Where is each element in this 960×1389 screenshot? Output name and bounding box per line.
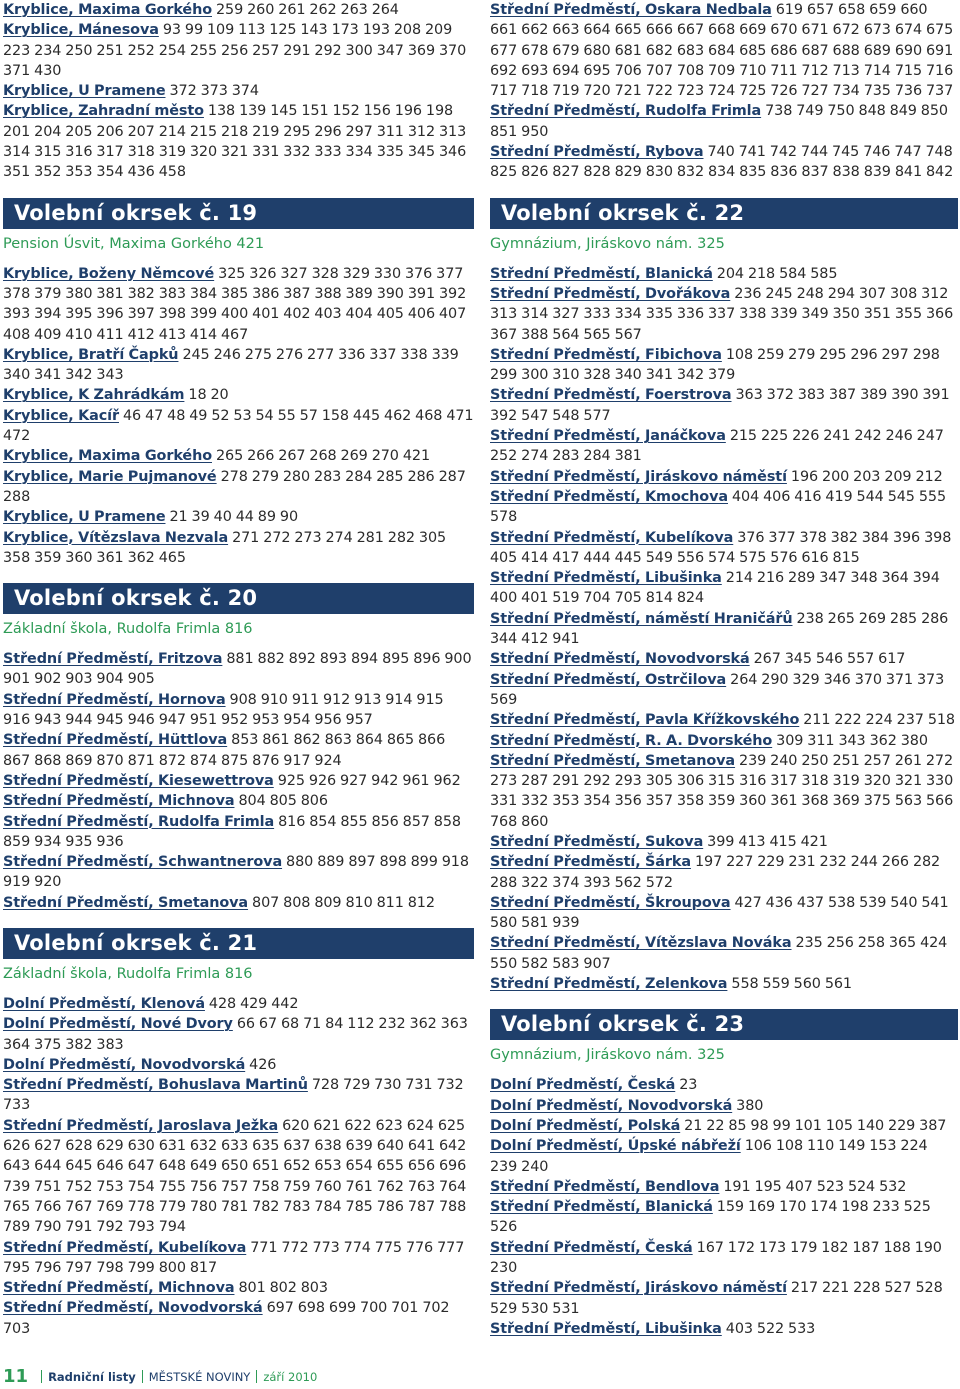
street-entry <box>3 385 474 405</box>
street-link[interactable]: Střední Předměstí, Rybova <box>490 144 704 161</box>
street-link[interactable]: Střední Předměstí, Jaroslava Ježka <box>3 1117 279 1134</box>
house-numbers: 215 225 226 241 242 246 247 252 274 283 284 381 <box>490 428 944 465</box>
house-numbers: 363 372 383 387 389 390 391 392 547 548 577 <box>490 387 950 424</box>
street-link[interactable]: Střední Předměstí, Smetanova <box>490 752 736 769</box>
street-entry <box>3 812 474 853</box>
street-link[interactable]: Střední Předměstí, Michnova <box>3 1280 235 1297</box>
house-numbers: 21 39 40 44 89 90 <box>169 509 299 526</box>
street-link[interactable]: Dolní Předměstí, Novodvorská <box>490 1097 733 1114</box>
house-numbers: 325 326 327 328 329 330 376 377 378 379 380 381 382 383 384 385 386 387 388 389 390 391 392 393 394 395 396 397 398 399 400 401 402 403 404 405 406 407 408 409 410 411 412 413 414 467 <box>3 265 467 343</box>
street-link[interactable]: Dolní Předměstí, Úpské nábřeží <box>490 1138 741 1155</box>
street-entry <box>3 467 474 508</box>
house-numbers: 23 <box>679 1077 698 1094</box>
district-section <box>3 928 474 1339</box>
street-link[interactable]: Střední Předměstí, Vítězslava Nováka <box>490 935 792 952</box>
house-numbers: 159 169 170 174 198 233 525 526 <box>490 1199 931 1236</box>
footer-divider <box>256 1370 257 1383</box>
house-numbers: 807 808 809 810 811 812 <box>252 894 435 911</box>
street-link[interactable]: Dolní Předměstí, Novodvorská <box>3 1056 246 1073</box>
street-link[interactable]: Střední Předměstí, Ostrčilova <box>490 671 727 688</box>
street-entry <box>490 0 958 101</box>
street-link[interactable]: Dolní Předměstí, Nové Dvory <box>3 1016 233 1033</box>
left-column <box>3 0 474 1339</box>
street-entry <box>3 406 474 447</box>
page-number: 11 <box>3 1366 29 1387</box>
house-numbers: 264 290 329 346 370 371 373 569 <box>490 671 945 708</box>
district-heading: Volební okrsek č. 23 <box>490 1009 958 1040</box>
house-numbers: 908 910 911 912 913 914 915 916 943 944 945 946 947 951 952 953 954 956 957 <box>3 691 444 729</box>
footer-section: Radniční listy <box>48 1369 136 1384</box>
street-link[interactable]: Kryblice, U Pramene <box>3 509 166 526</box>
street-link[interactable]: Kryblice, Bratří Čapků <box>3 346 179 363</box>
street-link[interactable]: Střední Předměstí, Kubelíkova <box>490 529 734 546</box>
street-entry <box>490 1136 958 1177</box>
street-entry <box>490 1319 958 1339</box>
house-numbers: 93 99 109 113 125 143 173 193 208 209 223 234 250 251 252 254 255 256 257 291 292 300 347 369 370 371 430 <box>3 22 467 79</box>
house-numbers: 278 279 280 283 284 285 286 287 288 <box>3 468 466 505</box>
house-numbers: 558 559 560 561 <box>731 976 852 993</box>
house-numbers: 238 265 269 285 286 344 412 941 <box>490 610 949 648</box>
footer-date: září 2010 <box>263 1369 318 1384</box>
house-numbers: 380 <box>736 1097 764 1114</box>
street-link[interactable]: Střední Předměstí, Schwantnerova <box>3 854 283 871</box>
street-link[interactable]: Střední Předměstí, Bendlova <box>490 1178 720 1195</box>
street-link[interactable]: Střední Předměstí, Bohuslava Martinů <box>3 1077 308 1094</box>
street-entry <box>3 771 474 791</box>
house-numbers: 239 240 250 251 257 261 272 273 287 291 292 293 305 306 315 316 317 318 319 320 321 330 331 332 353 354 356 357 358 359 360 361 368 369 375 563 566 768 860 <box>490 752 954 830</box>
district-heading: Volební okrsek č. 19 <box>3 198 474 229</box>
street-entry <box>3 1014 474 1055</box>
street-link[interactable]: Střední Předměstí, Rudolfa Frimla <box>490 103 762 120</box>
street-entry <box>3 264 474 345</box>
street-entry <box>490 933 958 974</box>
street-link[interactable]: Střední Předměstí, Fibichova <box>490 346 722 363</box>
house-numbers: 697 698 699 700 701 702 703 <box>3 1300 450 1337</box>
street-link[interactable]: Střední Předměstí, Novodvorská <box>490 651 750 668</box>
house-numbers: 18 20 <box>188 387 229 404</box>
house-numbers: 619 657 658 659 660 661 662 663 664 665 666 667 668 669 670 671 672 673 674 675 677 678 679 680 681 682 683 684 685 686 687 688 689 690 691 692 693 694 695 706 707 708 709 710 711 712 713 714 715 716 717 718 719 720 721 722 723 724 725 726 727 734 735 736 737 <box>490 2 954 100</box>
house-numbers: 880 889 897 898 899 918 919 920 <box>3 854 469 891</box>
street-entry <box>3 994 474 1014</box>
street-link[interactable]: Dolní Předměstí, Klenová <box>3 995 205 1012</box>
house-numbers: 245 246 275 276 277 336 337 338 339 340 341 342 343 <box>3 346 459 384</box>
street-link[interactable]: Kryblice, Boženy Němcové <box>3 265 215 282</box>
street-entry <box>3 81 474 101</box>
polling-place: Gymnázium, Jiráskovo nám. 325 <box>490 1047 725 1064</box>
street-entry <box>490 264 958 284</box>
street-entry <box>490 1197 958 1238</box>
street-link[interactable]: Střední Předměstí, Rudolfa Frimla <box>3 813 275 830</box>
house-numbers: 271 272 273 274 281 282 305 358 359 360 361 362 465 <box>3 529 447 566</box>
street-entry <box>490 670 958 711</box>
street-entry <box>490 1116 958 1136</box>
house-numbers: 427 436 437 538 539 540 541 580 581 939 <box>490 894 949 932</box>
street-link[interactable]: Střední Předměstí, R. A. Dvorského <box>490 732 773 749</box>
street-link[interactable]: Střední Předměstí, Novodvorská <box>3 1300 263 1317</box>
house-numbers: 46 47 48 49 52 53 54 55 57 158 445 462 468 471 472 <box>3 407 474 445</box>
polling-place: Pension Úsvit, Maxima Gorkého 421 <box>3 235 265 252</box>
street-entry <box>3 528 474 569</box>
house-numbers: 138 139 145 151 152 156 196 198 201 204 205 206 207 214 215 218 219 295 296 297 311 312 313 314 315 316 317 318 319 320 321 331 332 333 334 335 345 346 351 352 353 354 436 458 <box>3 103 467 181</box>
house-numbers: 204 218 584 585 <box>716 265 838 282</box>
house-numbers: 740 741 742 744 745 746 747 748 825 826 827 828 829 830 832 834 835 836 837 838 839 841 842 <box>490 144 954 181</box>
street-entry <box>490 1096 958 1116</box>
house-numbers: 881 882 892 893 894 895 896 900 901 902 903 904 905 <box>3 651 472 688</box>
street-entry <box>490 751 958 832</box>
street-entry <box>3 1238 474 1279</box>
street-entry <box>3 1075 474 1116</box>
street-entry <box>490 832 958 852</box>
street-link[interactable]: Střední Předměstí, Blanická <box>490 265 713 282</box>
section-gap <box>3 913 474 928</box>
house-numbers: 404 406 416 419 544 545 555 578 <box>490 488 947 526</box>
street-entry <box>3 1278 474 1298</box>
house-numbers: 771 772 773 774 775 776 777 795 796 797 798 799 800 817 <box>3 1239 465 1276</box>
street-entry <box>490 1075 958 1095</box>
street-entry <box>3 730 474 771</box>
street-link[interactable]: Střední Předměstí, Janáčkova <box>490 428 726 445</box>
district-heading: Volební okrsek č. 20 <box>3 583 474 614</box>
street-link[interactable]: Střední Předměstí, Kmochova <box>490 488 728 505</box>
house-numbers: 738 749 750 848 849 850 851 950 <box>490 103 948 140</box>
street-link[interactable]: Kryblice, Kacíř <box>3 407 119 424</box>
street-link[interactable]: Střední Předměstí, Michnova <box>3 793 235 810</box>
street-link[interactable]: Střední Předměstí, Jiráskovo náměstí <box>490 1280 787 1297</box>
house-numbers: 217 221 228 527 528 529 530 531 <box>490 1280 943 1317</box>
street-link[interactable]: Kryblice, Maxima Gorkého <box>3 2 212 18</box>
street-link[interactable]: Střední Předměstí, Dvořákova <box>490 285 731 302</box>
street-link[interactable]: Kryblice, K Zahrádkám <box>3 387 185 404</box>
street-entry <box>3 446 474 466</box>
street-link[interactable]: Střední Předměstí, Hornova <box>3 691 226 708</box>
house-numbers: 309 311 343 362 380 <box>776 732 928 749</box>
house-numbers: 21 22 85 98 99 101 105 140 229 387 <box>684 1117 947 1134</box>
street-link[interactable]: Střední Předměstí, Kiesewettrova <box>3 772 274 789</box>
street-link[interactable]: Kryblice, Zahradní město <box>3 103 204 120</box>
street-entry <box>490 710 958 730</box>
street-link[interactable]: Kryblice, Vítězslava Nezvala <box>3 529 229 546</box>
street-link[interactable]: Střední Předměstí, Fritzova <box>3 651 223 668</box>
street-link[interactable]: Střední Předměstí, Škroupova <box>490 894 731 911</box>
street-entry <box>490 974 958 994</box>
street-entry <box>490 487 958 528</box>
street-link[interactable]: Dolní Předměstí, Česká <box>490 1077 676 1094</box>
page-footer <box>3 1366 317 1387</box>
footer-publication: MĚSTSKÉ NOVINY <box>148 1369 251 1384</box>
house-numbers: 853 861 862 863 864 865 866 867 868 869 870 871 872 874 875 876 917 924 <box>3 732 446 769</box>
street-entry <box>490 1238 958 1279</box>
house-numbers: 925 926 927 942 961 962 <box>277 772 461 789</box>
street-link[interactable]: Střední Předměstí, náměstí Hraničářů <box>490 610 793 627</box>
district-section <box>3 583 474 913</box>
street-link[interactable]: Střední Předměstí, Blanická <box>490 1199 713 1216</box>
district-heading: Volební okrsek č. 22 <box>490 198 958 229</box>
street-entry <box>490 1278 958 1319</box>
street-link[interactable]: Střední Předměstí, Foerstrova <box>490 387 732 404</box>
house-numbers: 196 200 203 209 212 <box>790 468 943 485</box>
district-section <box>490 198 958 995</box>
street-entry <box>490 731 958 751</box>
house-numbers: 816 854 855 856 857 858 859 934 935 936 <box>3 813 461 850</box>
street-entry <box>3 852 474 893</box>
street-entry <box>490 852 958 893</box>
street-link[interactable]: Střední Předměstí, Smetanova <box>3 894 249 911</box>
street-entry <box>3 690 474 731</box>
house-numbers: 399 413 415 421 <box>707 833 828 850</box>
street-link[interactable]: Střední Předměstí, Libušinka <box>490 570 722 587</box>
polling-place: Základní škola, Rudolfa Frimla 816 <box>3 621 253 638</box>
house-numbers: 376 377 378 382 384 396 398 405 414 417 444 445 549 556 574 575 576 616 815 <box>490 529 952 566</box>
street-entry <box>3 893 474 913</box>
street-entry <box>3 1055 474 1075</box>
street-link[interactable]: Střední Předměstí, Pavla Křížkovského <box>490 712 800 729</box>
street-entry <box>490 345 958 386</box>
street-entry <box>490 1177 958 1197</box>
house-numbers: 403 522 533 <box>725 1320 816 1337</box>
section-gap <box>490 183 958 198</box>
house-numbers: 167 172 173 179 182 187 188 190 230 <box>490 1239 942 1277</box>
district-heading: Volební okrsek č. 21 <box>3 928 474 959</box>
house-numbers: 211 222 224 237 518 <box>803 712 955 729</box>
footer-divider <box>142 1370 143 1383</box>
house-numbers: 267 345 546 557 617 <box>753 651 906 668</box>
street-link[interactable]: Střední Předměstí, Šárka <box>490 854 691 871</box>
polling-place: Základní škola, Rudolfa Frimla 816 <box>3 965 253 982</box>
street-link[interactable]: Střední Předměstí, Hüttlova <box>3 732 228 749</box>
street-entry <box>3 791 474 811</box>
street-link[interactable]: Dolní Předměstí, Polská <box>490 1117 681 1134</box>
street-link[interactable]: Střední Předměstí, Sukova <box>490 833 704 850</box>
street-link[interactable]: Kryblice, Maxima Gorkého <box>3 448 212 465</box>
street-entry <box>490 528 958 569</box>
section-gap <box>490 994 958 1009</box>
street-link[interactable]: Střední Předměstí, Libušinka <box>490 1320 722 1337</box>
house-numbers: 106 108 110 149 153 224 239 240 <box>490 1138 928 1175</box>
street-link[interactable]: Kryblice, Marie Pujmanové <box>3 468 217 485</box>
house-numbers: 235 256 258 365 424 550 582 583 907 <box>490 935 948 972</box>
house-numbers: 428 429 442 <box>208 995 299 1012</box>
street-entry <box>3 1116 474 1238</box>
footer-divider <box>41 1370 42 1383</box>
house-numbers: 197 227 229 231 232 244 266 282 288 322 374 393 562 572 <box>490 854 941 891</box>
house-numbers: 804 805 806 <box>238 793 328 810</box>
house-numbers: 620 621 622 623 624 625 626 627 628 629 630 631 632 633 635 637 638 639 640 641 642 643 644 645 646 647 648 649 650 651 652 653 654 655 656 696 739 751 752 753 754 755 756 757 758 759 760 761 762 763 764 765 766 767 769 778 779 780 781 782 783 784 785 786 787 788 789 790 791 792 793 794 <box>3 1117 467 1236</box>
street-entry <box>490 385 958 426</box>
street-entry <box>3 101 474 182</box>
street-link[interactable]: Střední Předměstí, Oskara Nedbala <box>490 2 772 18</box>
house-numbers: 372 373 374 <box>169 83 259 100</box>
house-numbers: 426 <box>249 1056 277 1073</box>
district-section <box>490 1009 958 1339</box>
street-entry <box>490 101 958 142</box>
polling-place: Gymnázium, Jiráskovo nám. 325 <box>490 235 725 252</box>
street-entry <box>490 609 958 650</box>
street-link[interactable]: Kryblice, Mánesova <box>3 22 159 39</box>
street-entry <box>490 568 958 609</box>
street-entry <box>3 1298 474 1339</box>
street-entry <box>3 20 474 81</box>
section-gap <box>3 568 474 583</box>
section-gap <box>3 183 474 198</box>
street-entry <box>3 649 474 690</box>
street-link[interactable]: Kryblice, U Pramene <box>3 83 166 100</box>
street-entry <box>490 649 958 669</box>
street-entry <box>490 142 958 183</box>
street-entry <box>490 893 958 934</box>
house-numbers: 259 260 261 262 263 264 <box>215 2 399 18</box>
street-entry <box>3 0 474 20</box>
house-numbers: 214 216 289 347 348 364 394 400 401 519 704 705 814 824 <box>490 570 940 607</box>
street-link[interactable]: Střední Předměstí, Česká <box>490 1239 693 1256</box>
right-column <box>490 0 958 1339</box>
street-entry <box>490 467 958 487</box>
house-numbers: 728 729 730 731 732 733 <box>3 1077 464 1114</box>
street-entry <box>490 426 958 467</box>
house-numbers: 265 266 267 268 269 270 421 <box>215 448 431 465</box>
district-section <box>3 198 474 568</box>
house-numbers: 236 245 248 294 307 308 312 313 314 327 333 334 335 336 337 338 339 349 350 351 355 366 367 388 564 565 567 <box>490 285 954 343</box>
street-entry <box>3 507 474 527</box>
house-numbers: 191 195 407 523 524 532 <box>723 1178 907 1195</box>
street-link[interactable]: Střední Předměstí, Kubelíkova <box>3 1239 247 1256</box>
street-entry <box>3 345 474 386</box>
street-link[interactable]: Střední Předměstí, Jiráskovo náměstí <box>490 468 787 485</box>
street-link[interactable]: Střední Předměstí, Zelenkova <box>490 976 728 993</box>
house-numbers: 66 67 68 71 84 112 232 362 363 364 375 382 383 <box>3 1016 468 1053</box>
house-numbers: 801 802 803 <box>238 1280 328 1297</box>
street-entry <box>490 284 958 345</box>
house-numbers: 108 259 279 295 296 297 298 299 300 310 328 340 341 342 379 <box>490 346 940 384</box>
